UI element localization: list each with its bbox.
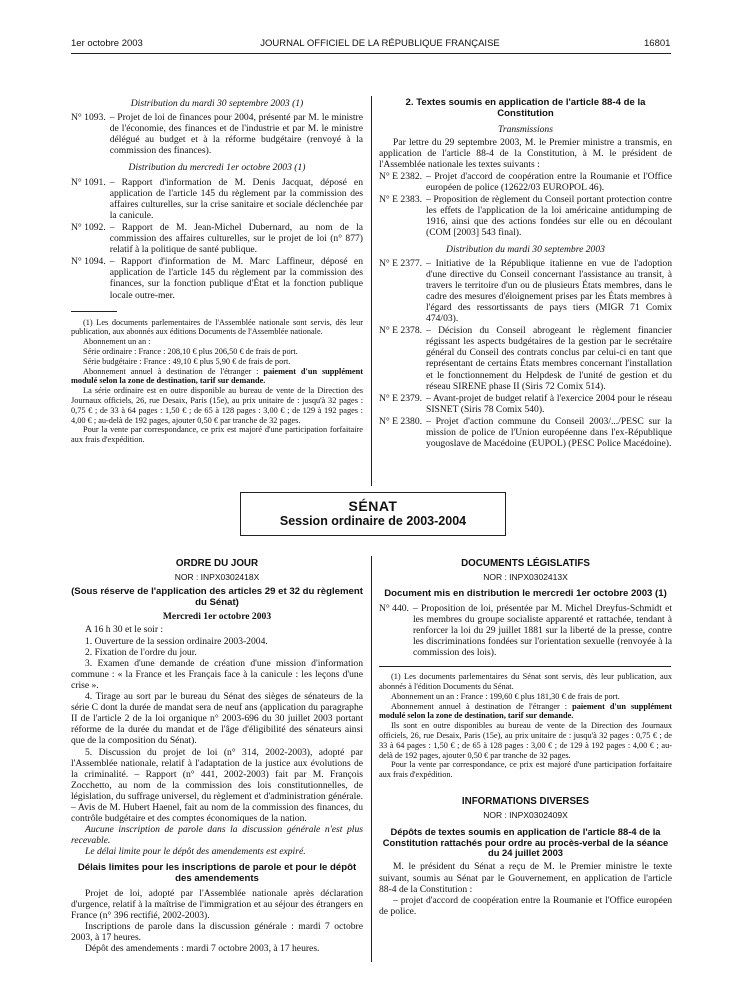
entry-number: N° E 2382.: [379, 170, 423, 182]
footnote-rule: [379, 666, 671, 667]
right-top-column: [379, 98, 672, 450]
agenda-item: 1. Ouverture de la session ordinaire 2003-2004.: [85, 635, 268, 647]
deadline-paragraph: Dépôt des amendements : mardi 7 octobre 2003, à 17 heures.: [85, 943, 320, 955]
footnote: [379, 672, 672, 780]
entry-number: N° 1092.: [71, 221, 106, 233]
document-entry: [379, 258, 672, 325]
entry-text: – Projet d'accord de coopération entre la Roumanie et l'Office européen de police (12622/03 EUROPOL 46).: [426, 170, 672, 194]
header-date: 1er octobre 2003: [71, 38, 143, 49]
entry-number: N° 440.: [379, 602, 409, 614]
section-subtitle: Transmissions: [498, 123, 553, 135]
footnote-text: Abonnement un an : France : 199,60 € plus 181,30 € de frais de port.: [391, 691, 620, 701]
footnote-text: (1) Les documents parlementaires du Sénat sont servis, dès leur publication, aux abonnés à l'édition Documents du Sénat.: [379, 672, 672, 692]
footnote-text: Série ordinaire : France : 208,10 € plus 206,50 € de frais de port.: [83, 346, 298, 356]
entry-text: – Proposition de loi, présentée par M. Michel Dreyfus-Schmidt et les membres du groupe socialiste apparenté et rattachée, tendant à renforcer la loi du 29 juillet 1881 sur la liberté de la presse, contre les discriminations fondées sur l'orientation sexuelle (renvoyée à la commission des lois).: [412, 602, 672, 659]
entry-number: N° 1093.: [71, 112, 106, 124]
section-title: DOCUMENTS LÉGISLATIFS: [461, 558, 590, 569]
document-entry: [379, 603, 672, 658]
journal-title: JOURNAL OFFICIEL DE LA RÉPUBLIQUE FRANÇAISE: [260, 38, 500, 49]
distribution-heading: Distribution du mercredi 1er octobre 2003 (1): [128, 162, 306, 174]
distribution-heading: Distribution du mardi 30 septembre 2003 (1): [130, 98, 304, 109]
footnote-text: Abonnement un an :: [83, 337, 151, 347]
entry-text: – Décision du Conseil abrogeant le règlement financier régissant les aspects budgétaires de la gestion par le secrétaire général du Conseil des contrats conclus par celui-ci en tant que représentant de certains États membres concernant l'installation et le fonctionnement du Helpdesk de l'unité de gestion et du réseau SIRENE phase II (Siris 72 Comix 514).: [426, 325, 672, 392]
section-title: 2. Textes soumis en application de l'article 88-4 de la Constitution: [405, 97, 646, 119]
document-entry: [379, 171, 672, 193]
senat-title: SÉNAT: [348, 498, 398, 514]
deposit-item: – projet d'accord de coopération entre la Roumanie et l'Office européen de police.: [379, 894, 672, 917]
entry-number: N° 1094.: [71, 256, 106, 268]
footnote-text: Ils sont en outre disponibles au bureau de vente de la Direction des Journaux officiels, 26, rue Desaix, Paris (15e), au prix unitaire de : jusqu'à 32 pages : 0,75 € ; de 33 à 64 pages : 1,50 € ; de 65 à 128 pages : 3,00 € ; de 129 à 192 pages : 4,00 € ; au-delà de 192 pages, ajouter 0,50 € par tranche de 32 pages.: [379, 721, 672, 760]
distribution-heading: Document mis en distribution le mercredi 1er octobre 2003 (1): [384, 588, 667, 600]
reserve-note: (Sous réserve de l'application des articles 29 et 32 du règlement du Sénat): [71, 586, 363, 608]
agenda-item: 3. Examen d'une demande de création d'une mission d'information commune : « la France et les Français face à la canicule : les leçons d'une crise ».: [71, 657, 363, 691]
entry-number: N° 1091.: [71, 176, 106, 188]
footnote-text: (1) Les documents parlementaires de l'Assemblée nationale sont servis, dès leur publication, aux abonnés aux éditions Documents de l'Assemblée nationale.: [71, 317, 363, 337]
column-divider: [371, 556, 372, 962]
entry-text: – Rapport de M. Jean-Michel Dubernard, au nom de la commission des affaires culturelles, sur le projet de loi (n° 877) relatif à la politique de santé publique.: [109, 221, 363, 256]
column-divider: [371, 96, 372, 486]
entry-text: – Proposition de règlement du Conseil portant protection contre les effets de l'application de la loi américaine antidumping de 1916, ainsi que des actions fondées sur elle ou en découlant (COM [2003] 543 final).: [426, 194, 672, 239]
nor-code: NOR : INPX0302418X: [174, 572, 260, 583]
deposit-paragraph: M. le président du Sénat a reçu de M. le Premier ministre le texte suivant, soumis au Sénat par le Gouvernement, en application de l'article 88-4 de la Constitution :: [379, 861, 672, 895]
nor-code: NOR : INPX0302409X: [483, 810, 568, 821]
left-top-column: [71, 98, 363, 445]
document-entry: [379, 393, 672, 415]
footnote-text: Pour la vente par correspondance, ce prix est majoré d'une participation forfaitaire aux frais d'expédition.: [379, 760, 672, 780]
entry-text: – Projet de loi de finances pour 2004, présenté par M. le ministre de l'économie, des finances et de l'industrie et par M. le ministre délégué au budget et à la réforme budgétaire (renvoyé à la commission des finances).: [109, 112, 363, 157]
page-number: 16801: [644, 38, 671, 49]
session-date: Mercredi 1er octobre 2003: [162, 611, 272, 623]
footnote-text: Abonnement annuel à destination de l'étranger : paiement d'un supplément modulé selon la zone de destination, tarif sur demande.: [71, 366, 363, 386]
deadlines-heading: Délais limites pour les inscriptions de parole et pour le dépôt des amendements: [77, 862, 357, 885]
entry-number: N° E 2383.: [379, 194, 423, 206]
agenda-item: 4. Tirage au sort par le bureau du Sénat des sièges de sénateurs de la série C dont la durée de mandat sera de neuf ans (application du paragraphe II de l'article 2 de la loi organique n° 2003-696 du 30 juillet 2003 portant réforme de la durée du mandat et de l'âge d'éligibilité des sénateurs ainsi que de la composition du Sénat).: [71, 691, 363, 747]
footnote-rule: [71, 311, 117, 312]
entry-number: N° E 2380.: [379, 415, 423, 427]
nor-code: NOR : INPX0302413X: [483, 572, 568, 583]
deposit-heading: Dépôts de textes soumis en application de l'article 88-4 de la Constitution rattachés pour ordre au procès-verbal de la séance du 24 juillet 2003: [382, 826, 669, 859]
document-entry: [379, 194, 672, 238]
footnote-text: La série ordinaire est en outre disponible au bureau de vente de la Direction des Journaux officiels, 26, rue Desaix, Paris (15e), au prix unitaire de : jusqu'à 32 pages : 0,75 € ; de 33 à 64 pages : 1,50 € ; de 65 à 128 pages : 3,00 € ; de 129 à 192 pages : 4,00 € ; au-delà de 192 pages, ajouter 0,50 € par tranche de 32 pages.: [71, 386, 363, 425]
agenda-time: A 16 h 30 et le soir :: [85, 624, 164, 636]
document-entry: [379, 325, 672, 392]
deadline-paragraph: Projet de loi, adopté par l'Assemblée nationale après déclaration d'urgence, relatif à la maîtrise de l'immigration et au séjour des étrangers en France (n° 396 rectifié, 2002-2003).: [71, 887, 363, 921]
entry-number: N° E 2379.: [379, 392, 423, 404]
footnote: [71, 318, 363, 445]
ordre-du-jour-column: [71, 558, 363, 954]
footnote-text: Série budgétaire : France : 49,10 € plus 5,90 € de frais de port.: [83, 356, 291, 366]
document-entry: [379, 416, 672, 449]
distribution-heading: Distribution du mardi 30 septembre 2003: [446, 243, 605, 255]
documents-column: [379, 558, 672, 917]
entry-text: – Avant-projet de budget relatif à l'exercice 2004 pour le réseau SISNET (Siris 78 Comix 540).: [426, 392, 672, 415]
agenda-note: Aucune inscription de parole dans la discussion générale n'est plus recevable.: [71, 824, 363, 847]
section-title: ORDRE DU JOUR: [175, 558, 259, 569]
senat-subtitle: Session ordinaire de 2003-2004: [279, 514, 467, 528]
header-rule: [71, 53, 671, 54]
senat-banner: [240, 492, 506, 536]
entry-number: N° E 2378.: [379, 325, 423, 337]
deadline-paragraph: Inscriptions de parole dans la discussion générale : mardi 7 octobre 2003, à 17 heures.: [71, 920, 363, 943]
section-title: INFORMATIONS DIVERSES: [461, 796, 590, 808]
entry-text: – Rapport d'information de M. Marc Laffineur, déposé en application de l'article 145 du règlement par la commission des finances, sur la fonction publique d'État et la fonction publique locale outre-mer.: [109, 256, 363, 301]
intro-paragraph: Par lettre du 29 septembre 2003, M. le Premier ministre a transmis, en application de l'article 88-4 de la Constitution, à M. le président de l'Assemblée nationale les textes suivants :: [379, 136, 672, 170]
agenda-item: 2. Fixation de l'ordre du jour.: [85, 646, 197, 658]
agenda-item: 5. Discussion du projet de loi (n° 314, 2002-2003), adopté par l'Assemblée nationale, relatif à l'adaptation de la justice aux évolutions de la criminalité. – Rapport (n° 441, 2002-2003) fait par M. François Zocchetto, au nom de la commission des lois constitutionnelles, de législation, du suffrage universel, du règlement et d'administration générale. – Avis de M. Hubert Haenel, fait au nom de la commission des finances, du contrôle budgétaire et des comptes économiques de la nation.: [71, 746, 363, 825]
entry-text: – Initiative de la République italienne en vue de l'adoption d'une directive du Conseil concernant l'assistance au transit, à travers le territoire d'un ou de plusieurs États membres, dans le cadre des mesures d'éloignement prises par les États membres à l'égard des ressortissants de pays tiers (MIGR 71 Comix 474/03).: [426, 257, 672, 325]
entry-text: – Projet d'action commune du Conseil 2003/.../PESC sur la mission de police de l'Union européenne dans l'ex-République yougoslave de Macédoine (EUPOL) (PESC Police Macédoine).: [426, 415, 672, 450]
footnote-text: Abonnement annuel à destination de l'étranger : paiement d'un supplément modulé selon la zone de destination, tarif sur demande.: [379, 701, 672, 721]
agenda-note: Le délai limite pour le dépôt des amendements est expiré.: [85, 846, 306, 858]
document-entry: [71, 177, 363, 221]
entry-number: N° E 2377.: [379, 257, 423, 269]
document-entry: [71, 112, 363, 156]
document-entry: [71, 222, 363, 255]
document-entry: [71, 256, 363, 300]
footnote-text: Pour la vente par correspondance, ce prix est majoré d'une participation forfaitaire aux frais d'expédition.: [71, 425, 363, 445]
entry-text: – Rapport d'information de M. Denis Jacquat, déposé en application de l'article 145 du règlement par la commission des affaires culturelles, sur la crise sanitaire et sociale déclenchée par la canicule.: [109, 176, 363, 221]
